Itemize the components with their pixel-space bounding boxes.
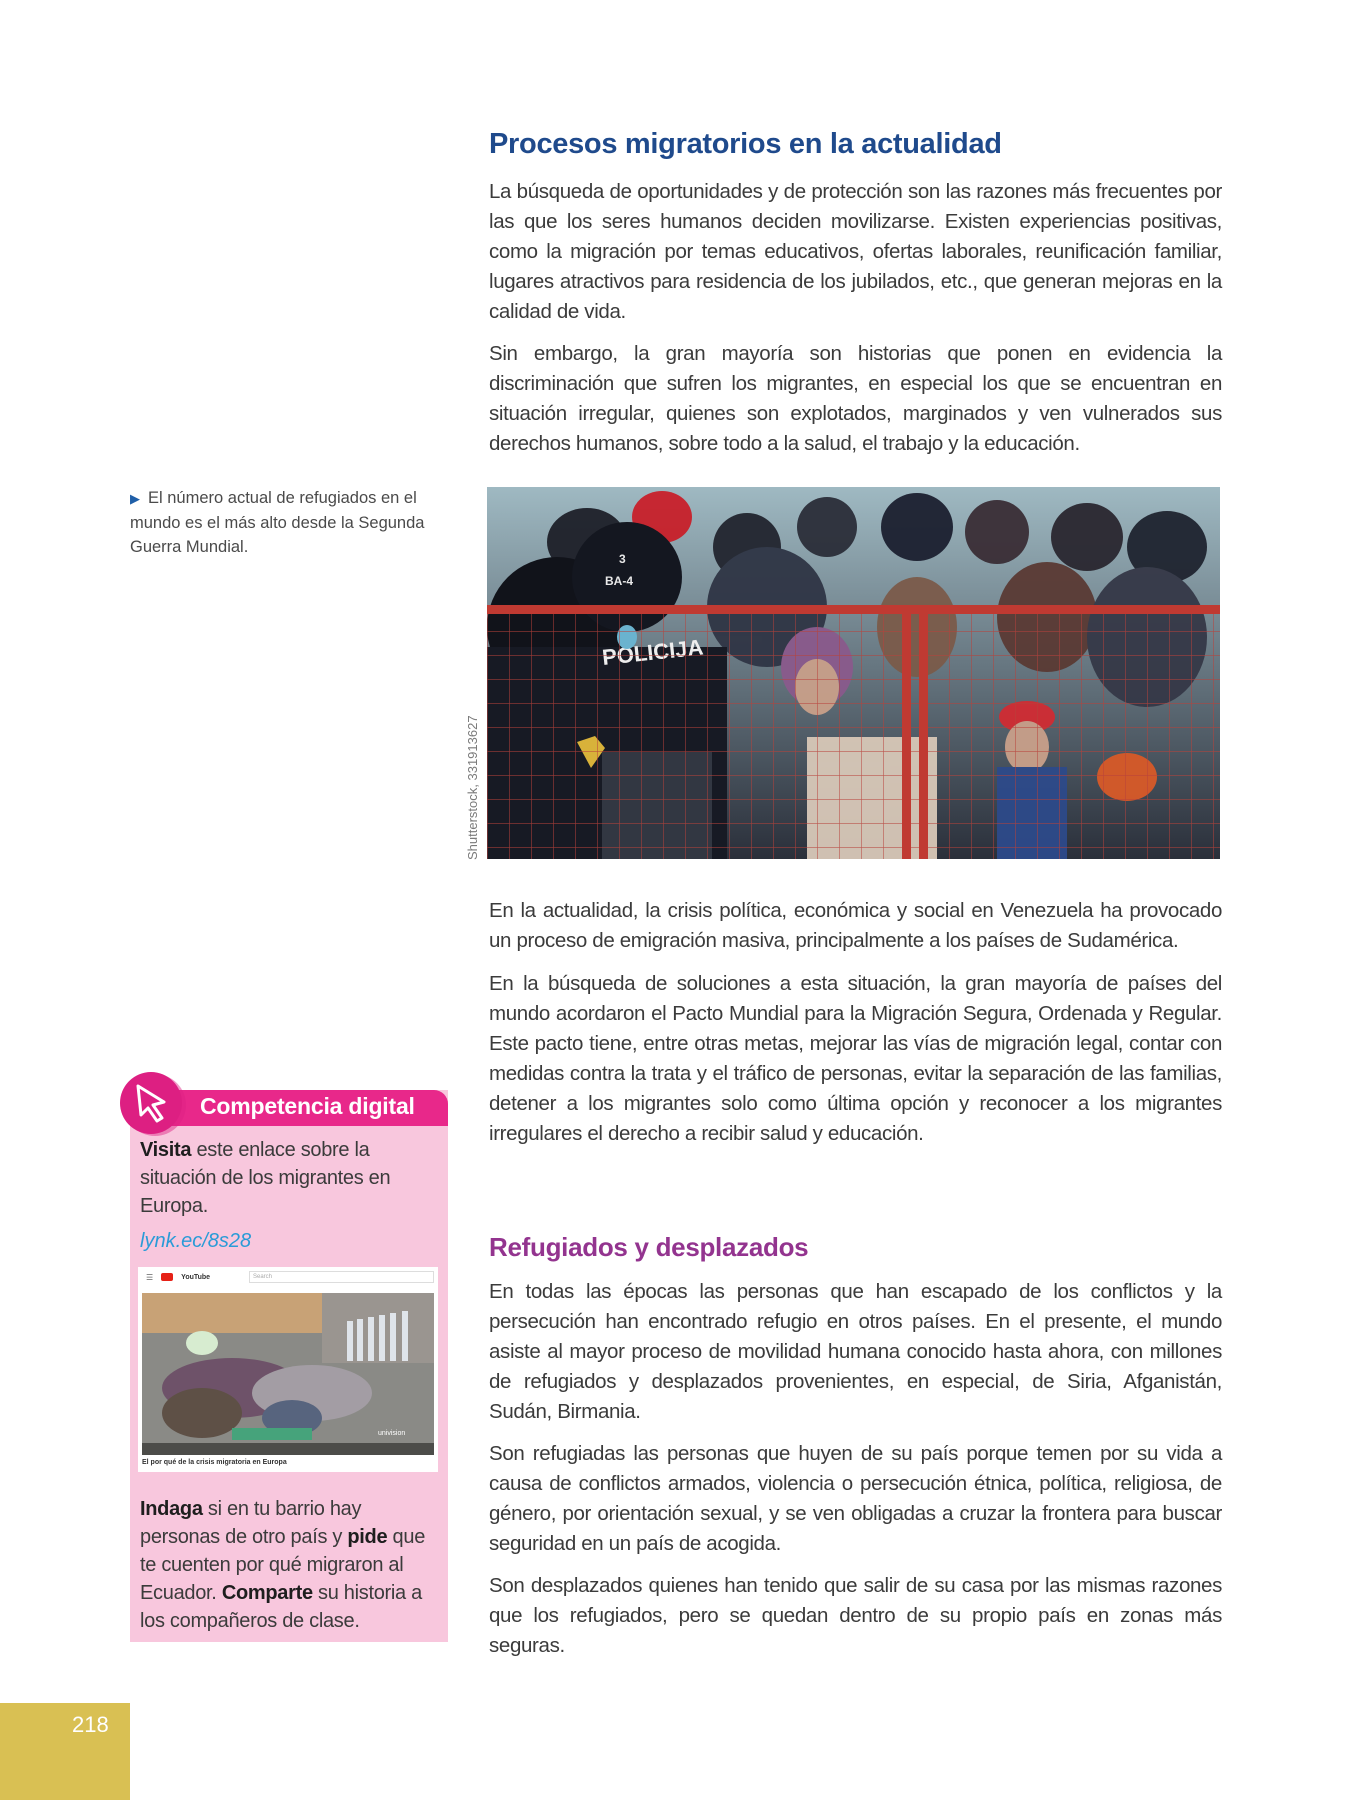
task-verb: Comparte [221,1582,313,1604]
section1-continued-body [489,896,1222,1149]
task-text: su historia a los compañeros de clase. [140,1582,422,1632]
refugees-photo [487,487,1220,859]
svg-text:BA-4: BA-4 [605,574,634,588]
figure-caption [130,486,450,559]
task-verb: pide [347,1526,388,1548]
video-caption: El por qué de la crisis migratoria en Europa [142,1459,287,1466]
video-search-input: Search [249,1271,434,1283]
task-verb: Indaga [140,1498,203,1520]
video-frame [142,1293,434,1455]
paragraph: En la búsqueda de soluciones a esta situación, la gran mayoría de países del mundo acordaron el Pacto Mundial para la Migración Segura, Ordenada y Regular. Este pacto tiene, entre otras metas, mejorar las vías de migración legal, contar con medidas contra la trata y el tráfico de personas, evitar la separación de las familias, detener a los migrantes solo como última opción y reconocer a los migrantes irregulares el derecho a recibir salud y educación. [489,972,1222,1145]
section2-body [489,1277,1222,1661]
paragraph: En la actualidad, la crisis política, económica y social en Venezuela ha provocado un proceso de emigración masiva, principalmente a los países de Sudamérica. [489,899,1222,952]
paragraph: Sin embargo, la gran mayoría son historias que ponen en evidencia la discriminación que sufren los migrantes, en especial los que se encuentran en situación irregular, quienes son explotados, marginados y ven vulnerados sus derechos humanos, sobre todo a la salud, el trabajo y la educación. [489,342,1222,455]
task-text: si en tu barrio hay personas de otro país y [140,1498,362,1548]
lynk-link[interactable]: lynk.ec/8s28 [140,1230,252,1252]
intro-text: este enlace sobre la situación de los migrantes en Europa. [140,1139,391,1217]
triangle-bullet-icon: ▶ [130,491,140,506]
svg-text:3: 3 [619,552,626,566]
youtube-label: YouTube [181,1273,211,1281]
photo-credit: Shutterstock, 331913627 [465,715,480,860]
cursor-arrow-icon [120,1072,182,1134]
box-title: Competencia digital [200,1093,415,1119]
svg-text:univision: univision [378,1430,406,1437]
video-thumbnail[interactable] [138,1267,438,1472]
paragraph: Son desplazados quienes han tenido que salir de su casa por las mismas razones que los refugiados, pero se quedan dentro de su propio país en zonas más seguras. [489,1574,1222,1657]
section1-body [489,177,1222,459]
youtube-logo-icon [161,1273,173,1281]
video-topbar [138,1267,438,1287]
caption-text: El número actual de refugiados en el mundo es el más alto desde la Segunda Guerra Mundial. [130,489,425,556]
paragraph: Son refugiadas las personas que huyen de su país porque temen por su vida a causa de conflictos armados, violencia o persecución étnica, política, religiosa, de género, por orientación sexual, y se ven obligadas a cruzar la frontera para buscar seguridad en un país de acogida. [489,1442,1222,1555]
paragraph: En todas las épocas las personas que han escapado de los conflictos y la persecución han encontrado refugio en otros países. En el presente, el mundo asiste al mayor proceso de movilidad humana conocido hasta ahora, con millones de refugiados y desplazados provenientes, en especial, de Siria, Afganistán, Sudán, Birmania. [489,1280,1222,1423]
section-title-procesos: Procesos migratorios en la actualidad [489,128,1002,160]
task-text: que te cuenten por qué migraron al Ecuador. [140,1526,426,1604]
intro-verb: Visita [140,1139,192,1161]
box-intro [140,1136,440,1220]
section-title-refugiados: Refugiados y desplazados [489,1232,809,1262]
paragraph: La búsqueda de oportunidades y de protección son las razones más frecuentes por las que los seres humanos deciden movilizarse. Existen experiencias positivas, como la migración por temas educativos, ofertas laborales, reunificación familiar, lugares atractivos para residencia de los jubilados, etc., que generan mejoras en la calidad de vida. [489,180,1222,323]
menu-icon: ☰ [146,1272,154,1282]
box-task [140,1495,440,1635]
page-number: 218 [72,1712,109,1737]
page-number-tab [0,1703,130,1800]
